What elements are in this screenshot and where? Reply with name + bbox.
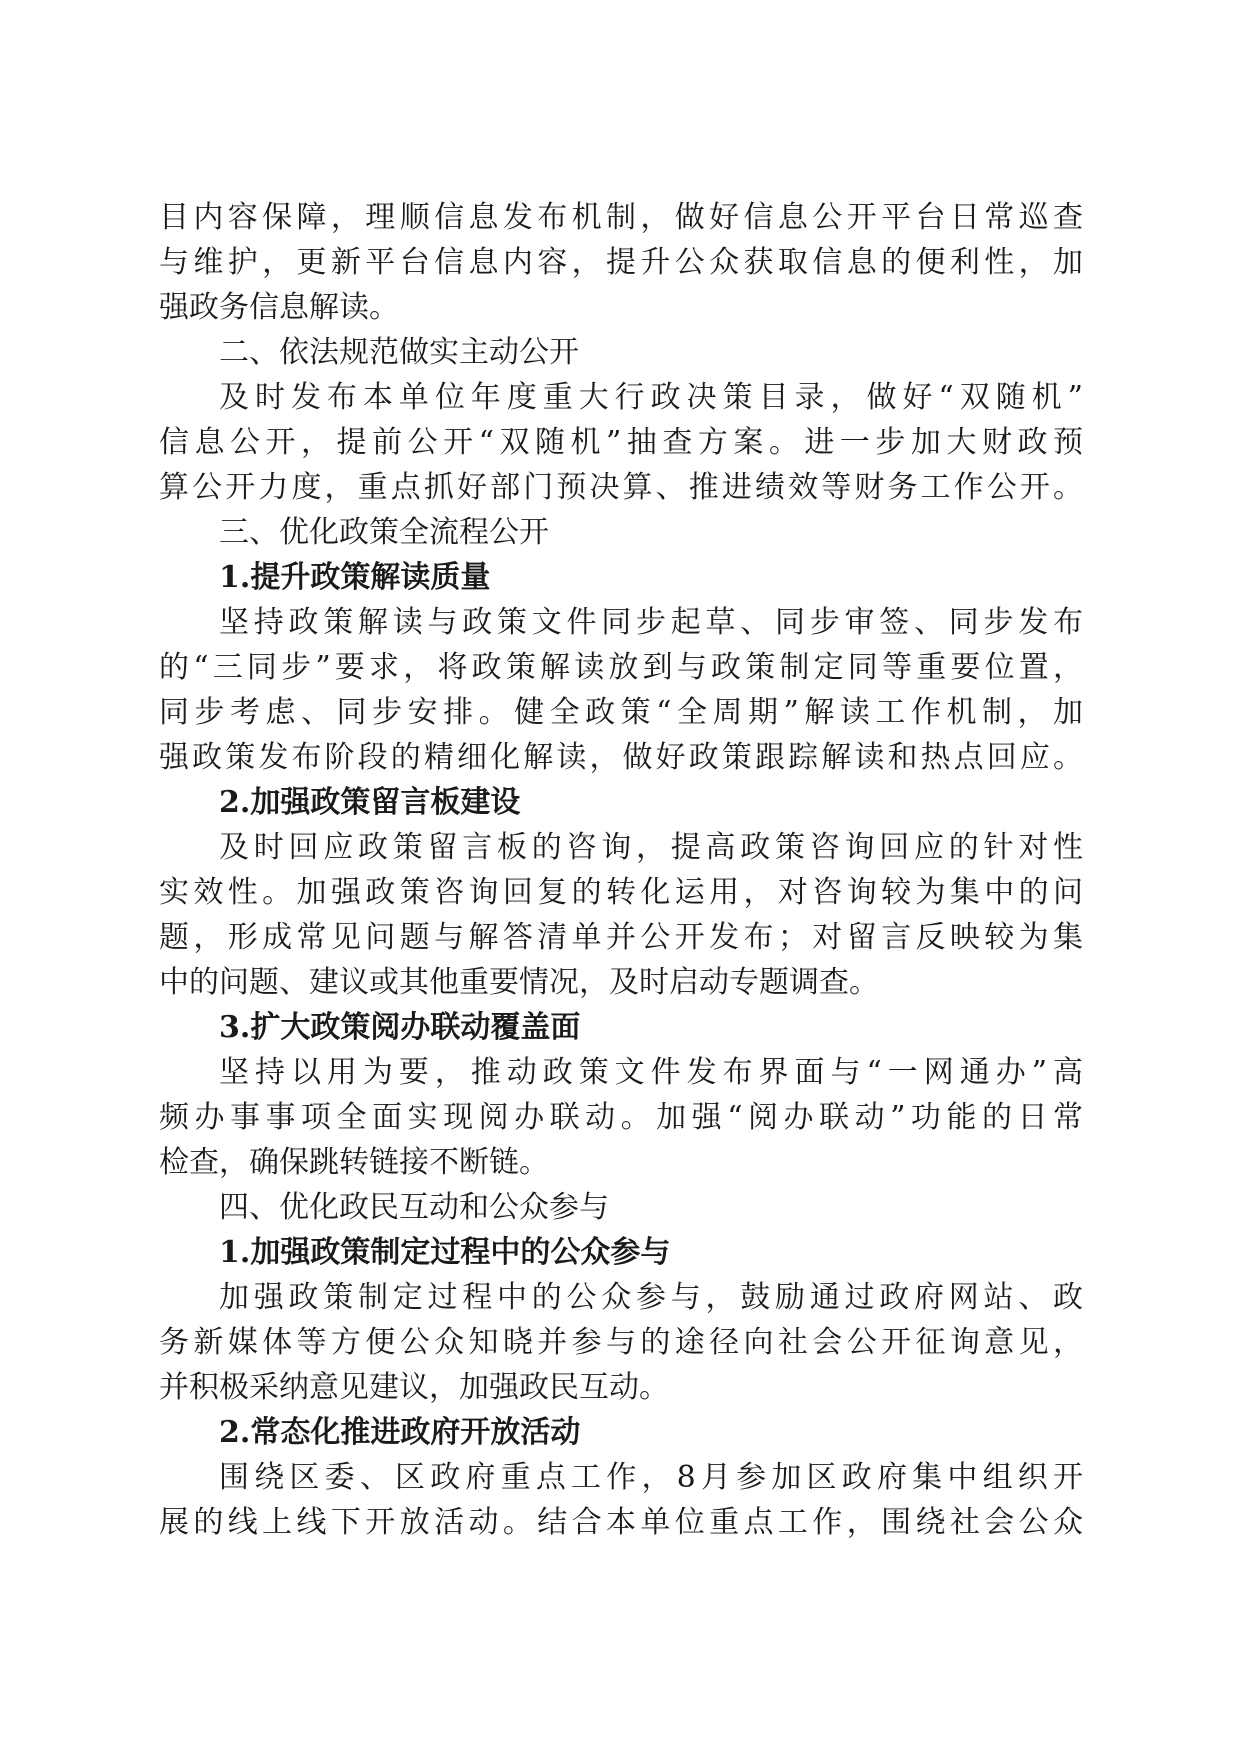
- body-line: 加强政策制定过程中的公众参与，鼓励通过政府网站、政: [219, 1280, 1083, 1315]
- subsection-heading: 2.加强政策留言板建设: [219, 785, 521, 820]
- body-line: 算公开力度，重点抓好部门预决算、推进绩效等财务工作公开。: [159, 470, 1083, 505]
- body-line: 围绕区委、区政府重点工作，8月参加区政府集中组织开: [219, 1460, 1083, 1495]
- body-line: 与维护，更新平台信息内容，提升公众获取信息的便利性，加: [159, 245, 1083, 280]
- body-line: 坚持政策解读与政策文件同步起草、同步审签、同步发布: [219, 605, 1083, 640]
- body-line: 中的问题、建议或其他重要情况，及时启动专题调查。: [159, 965, 879, 1000]
- section-heading: 四、优化政民互动和公众参与: [219, 1190, 609, 1225]
- body-line: 强政策发布阶段的精细化解读，做好政策跟踪解读和热点回应。: [159, 740, 1083, 775]
- body-line: 目内容保障，理顺信息发布机制，做好信息公开平台日常巡查: [159, 200, 1083, 235]
- body-line: 坚持以用为要，推动政策文件发布界面与“一网通办”高: [219, 1055, 1083, 1090]
- body-line: 检查，确保跳转链接不断链。: [159, 1145, 549, 1180]
- body-line: 信息公开，提前公开“双随机”抽查方案。进一步加大财政预: [159, 425, 1083, 460]
- body-line: 的“三同步”要求，将政策解读放到与政策制定同等重要位置，: [159, 650, 1083, 685]
- body-line: 及时回应政策留言板的咨询，提高政策咨询回应的针对性: [219, 830, 1083, 865]
- body-line: 展的线上线下开放活动。结合本单位重点工作，围绕社会公众: [159, 1505, 1083, 1540]
- section-heading: 三、优化政策全流程公开: [219, 515, 549, 550]
- body-line: 及时发布本单位年度重大行政决策目录，做好“双随机”: [219, 380, 1083, 415]
- document-page: [159, 195, 1083, 1545]
- subsection-heading: 1.提升政策解读质量: [219, 560, 491, 595]
- body-line: 题，形成常见问题与解答清单并公开发布；对留言反映较为集: [159, 920, 1083, 955]
- body-line: 并积极采纳意见建议，加强政民互动。: [159, 1370, 669, 1405]
- body-line: 强政务信息解读。: [159, 290, 399, 325]
- subsection-heading: 1.加强政策制定过程中的公众参与: [219, 1235, 671, 1270]
- body-line: 务新媒体等方便公众知晓并参与的途径向社会公开征询意见，: [159, 1325, 1083, 1360]
- section-heading: 二、依法规范做实主动公开: [219, 335, 579, 370]
- body-line: 同步考虑、同步安排。健全政策“全周期”解读工作机制，加: [159, 695, 1083, 730]
- body-line: 频办事事项全面实现阅办联动。加强“阅办联动”功能的日常: [159, 1100, 1083, 1135]
- subsection-heading: 2.常态化推进政府开放活动: [219, 1415, 581, 1450]
- body-line: 实效性。加强政策咨询回复的转化运用，对咨询较为集中的问: [159, 875, 1083, 910]
- subsection-heading: 3.扩大政策阅办联动覆盖面: [219, 1010, 581, 1045]
